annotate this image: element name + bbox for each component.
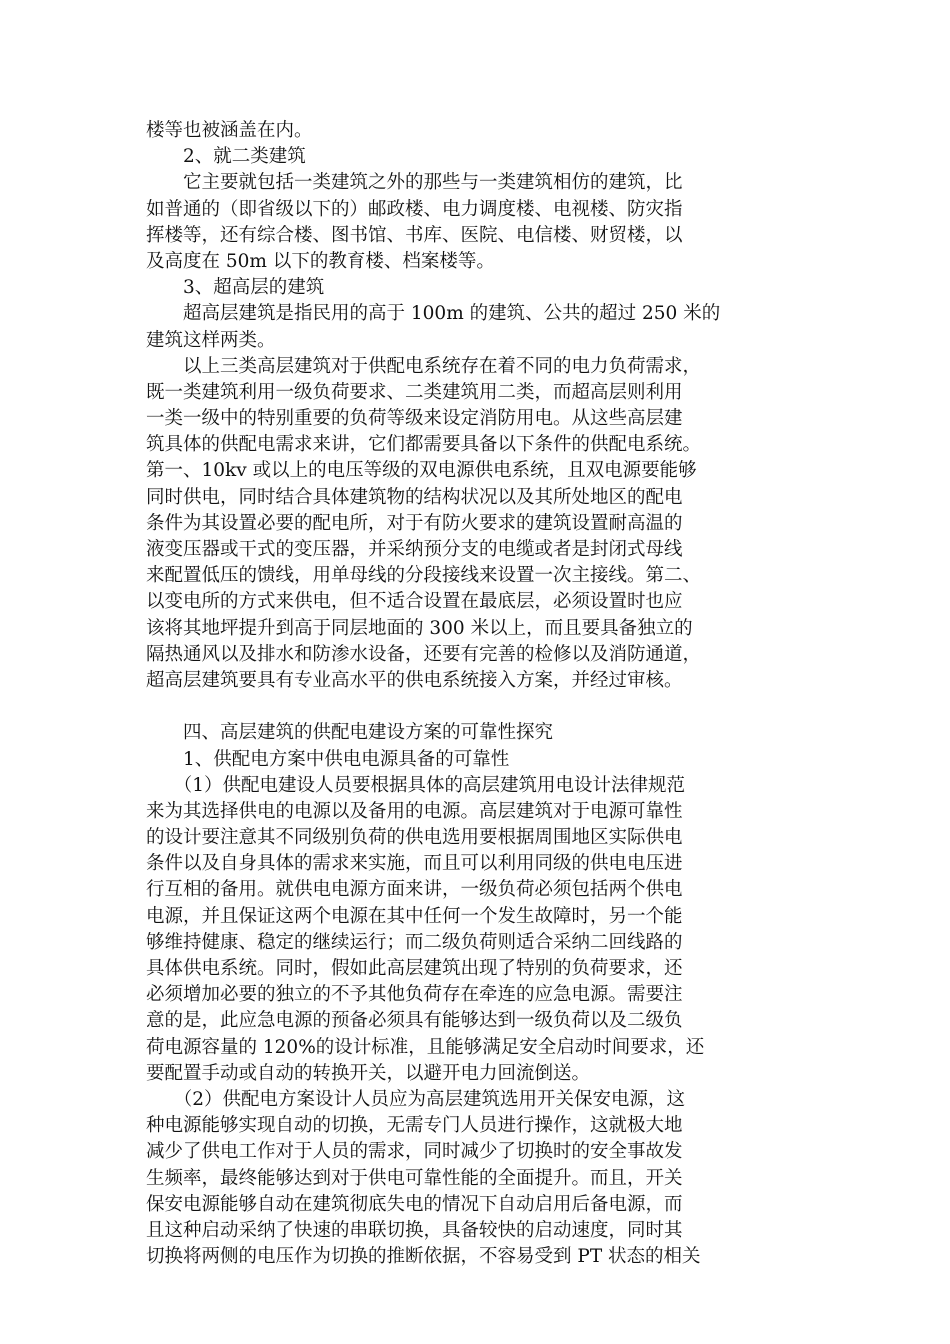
text-line: 隔热通风以及排水和防渗水设备，还要有完善的检修以及消防通道， [146,643,702,665]
text-line: 种电源能够实现自动的切换，无需专门人员进行操作，这就极大地 [146,1115,683,1137]
text-line: 以变电所的方式来供电，但不适合设置在最底层，必须设置时也应 [146,591,683,613]
text-line: 来为其选择供电的电源以及备用的电源。高层建筑对于电源可靠性 [146,800,683,822]
text-line: 既一类建筑利用一级负荷要求、二类建筑用二类，而超高层则利用 [146,381,683,403]
chapter-heading: 四、高层建筑的供配电建设方案的可靠性探究 [146,722,554,744]
text-line: 一类一级中的特别重要的负荷等级来设定消防用电。从这些高层建 [146,408,683,430]
text-line: 及高度在 50m 以下的教育楼、档案楼等。 [146,250,495,272]
text-line: 筑具体的供配电需求来讲，它们都需要具备以下条件的供配电系统。 [146,434,702,456]
section-heading: 2、就二类建筑 [146,146,306,168]
text-line: 意的是，此应急电源的预备必须具有能够达到一级负荷以及二级负 [146,1010,683,1032]
text-line: 减少了供电工作对于人员的需求，同时减少了切换时的安全事故发 [146,1141,683,1163]
section-heading: 1、供配电方案中供电电源具备的可靠性 [146,748,510,770]
text-line: 条件以及自身具体的需求来实施，而且可以利用同级的供电电压进 [146,853,683,875]
text-line: 生频率，最终能够达到对于供电可靠性能的全面提升。而且，开关 [146,1167,683,1189]
text-line: 液变压器或干式的变压器，并采纳预分支的电缆或者是封闭式母线 [146,539,683,560]
text-line: 且这种启动采纳了快速的串联切换，具备较快的启动速度，同时其 [146,1219,683,1241]
text-line: 具体供电系统。同时，假如此高层建筑出现了特别的负荷要求，还 [146,958,683,979]
text-line: 该将其地坪提升到高于同层地面的 300 米以上，而且要具备独立的 [146,617,693,639]
text-line: 电源，并且保证这两个电源在其中任何一个发生故障时，另一个能 [146,905,683,927]
text-line: 够维持健康、稳定的继续运行；而二级负荷则适合采纳二回线路的 [146,931,683,953]
text-line: 保安电源能够自动在建筑彻底失电的情况下自动启用后备电源，而 [146,1193,683,1215]
text-line: 条件为其设置必要的配电所，对于有防火要求的建筑设置耐高温的 [146,512,683,534]
text-line: 建筑这样两类。 [146,329,276,351]
text-line: 超高层建筑要具有专业高水平的供电系统接入方案，并经过审核。 [146,669,683,691]
text-line: 楼等也被涵盖在内。 [146,120,313,141]
document-page [146,118,804,1270]
text-line: 同时供电，同时结合具体建筑物的结构状况以及其所处地区的配电 [146,486,683,508]
text-line: 它主要就包括一类建筑之外的那些与一类建筑相仿的建筑，比 [146,172,683,194]
text-line: （2）供配电方案设计人员应为高层建筑选用开关保安电源，这 [146,1088,686,1110]
text-line: 以上三类高层建筑对于供配电系统存在着不同的电力负荷需求， [146,355,702,377]
section-heading: 3、超高层的建筑 [146,277,325,299]
text-line: 第一、10kv 或以上的电压等级的双电源供电系统，且双电源要能够 [146,460,697,482]
text-line: 要配置手动或自动的转换开关，以避开电力回流倒送。 [146,1062,591,1084]
text-line: 行互相的备用。就供电电源方面来讲，一级负荷必须包括两个供电 [146,879,683,901]
text-line: （1）供配电建设人员要根据具体的高层建筑用电设计法律规范 [146,774,686,796]
text-line: 来配置低压的馈线，用单母线的分段接线来设置一次主接线。第二、 [146,565,702,587]
text-line: 的设计要注意其不同级别负荷的供电选用要根据周围地区实际供电 [146,827,683,849]
blank-line [146,694,804,720]
text-line: 超高层建筑是指民用的高于 100m 的建筑、公共的超过 250 米的 [146,303,721,325]
text-line: 切换将两侧的电压作为切换的推断依据，不容易受到 PT 状态的相关 [146,1246,701,1268]
text-line: 挥楼等，还有综合楼、图书馆、书库、医院、电信楼、财贸楼，以 [146,224,683,246]
text-line: 如普通的（即省级以下的）邮政楼、电力调度楼、电视楼、防灾指 [146,198,683,220]
text-line: 必须增加必要的独立的不予其他负荷存在牵连的应急电源。需要注 [146,984,683,1006]
text-line: 荷电源容量的 120%的设计标准，且能够满足安全启动时间要求，还 [146,1036,705,1058]
